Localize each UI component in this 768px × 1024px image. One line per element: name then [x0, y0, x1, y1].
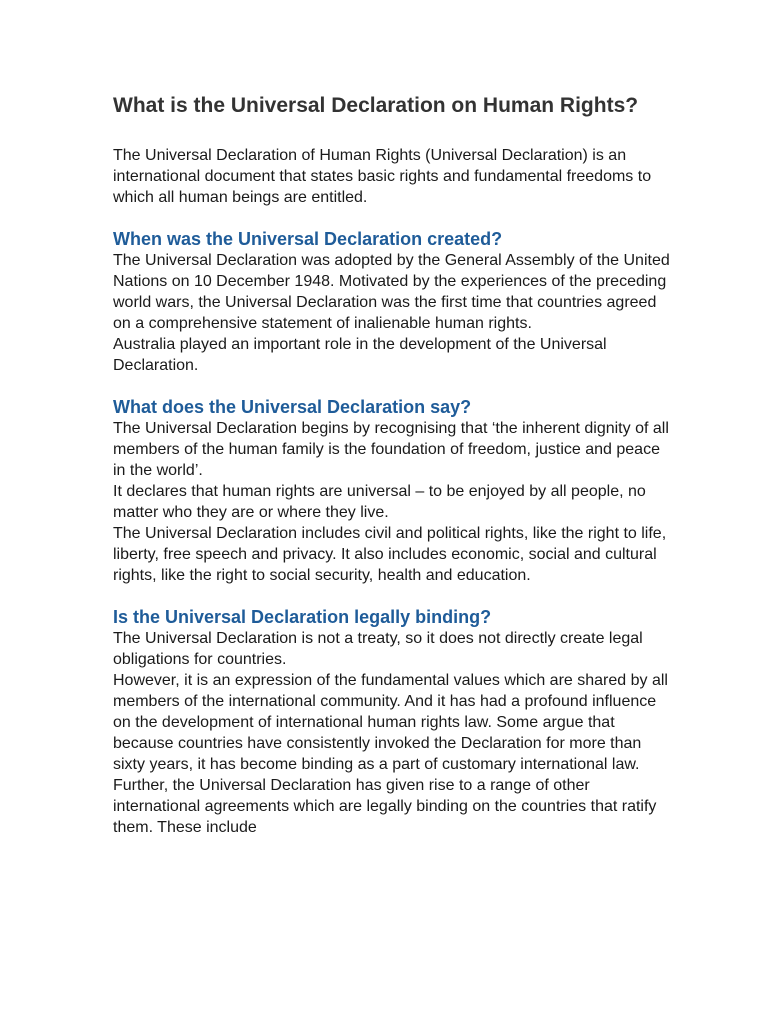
body-paragraph: The Universal Declaration is not a treaty, so it does not directly create legal obligations for countries. [113, 630, 643, 668]
body-paragraph: However, it is an expression of the fundamental values which are shared by all members of the international community. And it has had a profound influence on the development of international human rights law. Some argue that because countries have consistently invoked the Declaration for more than sixty years, it has become binding as a part of customary international law. [113, 672, 668, 773]
section-heading: What does the Universal Declaration say? [113, 397, 472, 417]
document-title: What is the Universal Declaration on Human Rights? [113, 94, 639, 117]
section-heading: Is the Universal Declaration legally binding? [113, 607, 492, 627]
intro-paragraph: The Universal Declaration of Human Rights (Universal Declaration) is an international document that states basic rights and fundamental freedoms to which all human beings are entitled. [113, 147, 652, 206]
body-paragraph: It declares that human rights are universal – to be enjoyed by all people, no matter who they are or where they live. [113, 483, 646, 521]
section-what-it-says [113, 396, 673, 586]
document-page [113, 92, 673, 838]
body-paragraph: The Universal Declaration was adopted by the General Assembly of the United Nations on 10 December 1948. Motivated by the experiences of the preceding world wars, the Universal Declaration was the first time that countries agreed on a comprehensive statement of inalienable human rights. [113, 252, 670, 332]
body-paragraph: Further, the Universal Declaration has given rise to a range of other international agreements which are legally binding on the countries that ratify them. These include [113, 777, 657, 836]
section-heading: When was the Universal Declaration created? [113, 229, 503, 249]
section-created [113, 228, 673, 376]
body-paragraph: The Universal Declaration includes civil and political rights, like the right to life, liberty, free speech and privacy. It also includes economic, social and cultural rights, like the right to social security, health and education. [113, 525, 667, 584]
section-legally-binding [113, 606, 673, 838]
body-paragraph: The Universal Declaration begins by recognising that ‘the inherent dignity of all members of the human family is the foundation of freedom, justice and peace in the world’. [113, 420, 669, 479]
body-paragraph: Australia played an important role in the development of the Universal Declaration. [113, 336, 607, 374]
